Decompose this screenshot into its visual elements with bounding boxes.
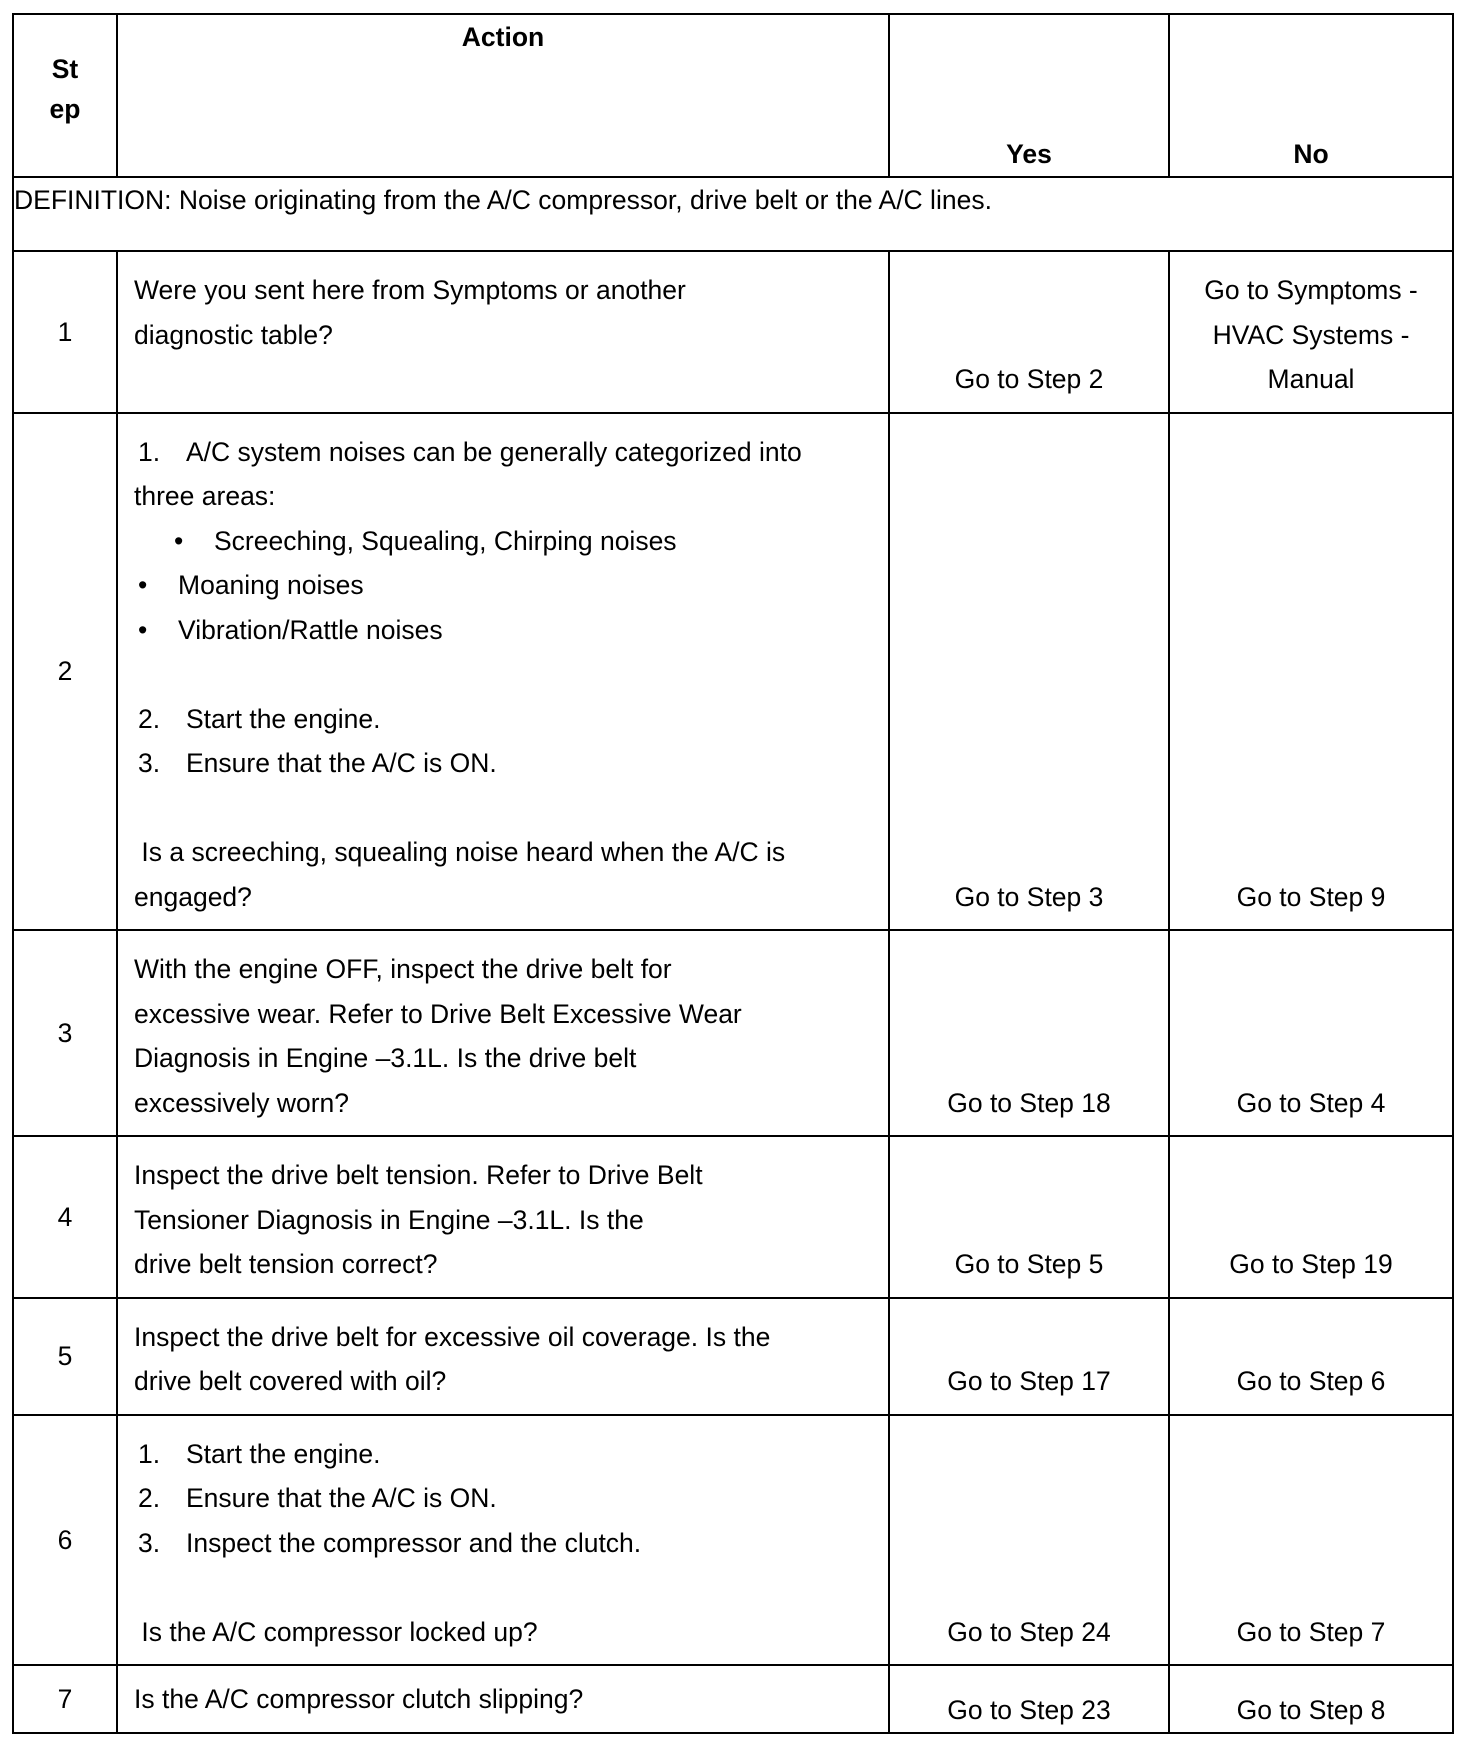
action-line: With the engine OFF, inspect the drive belt for <box>134 954 672 984</box>
step-number: 5 <box>13 1298 117 1415</box>
header-action: Action <box>117 14 889 177</box>
step-number: 7 <box>13 1665 117 1733</box>
step-number: 2 <box>13 413 117 931</box>
action-cell <box>117 251 889 413</box>
definition-row <box>13 177 1453 251</box>
table-row <box>13 1415 1453 1666</box>
action-cell <box>117 413 889 931</box>
action-line: drive belt covered with oil? <box>134 1366 447 1396</box>
yes-cell: Go to Step 17 <box>889 1298 1169 1415</box>
numbered-item: 2. Ensure that the A/C is ON. <box>138 1483 497 1513</box>
action-line: excessive wear. Refer to Drive Belt Excessive Wear <box>134 998 742 1029</box>
header-no: No <box>1169 14 1453 177</box>
action-line: Tensioner Diagnosis in Engine –3.1L. Is the <box>134 1204 644 1235</box>
no-cell: Go to Step 19 <box>1169 1136 1453 1298</box>
table-row <box>13 1298 1453 1415</box>
numbered-item: 1. A/C system noises can be generally categorized into <box>138 436 802 467</box>
no-cell: Go to Step 4 <box>1169 930 1453 1136</box>
no-line: Manual <box>1267 364 1355 394</box>
bullet-item: • Screeching, Squealing, Chirping noises <box>174 525 677 556</box>
action-line: Were you sent here from Symptoms or another <box>134 275 686 305</box>
numbered-item: 1. Start the engine. <box>138 1438 381 1469</box>
yes-cell: Go to Step 24 <box>889 1415 1169 1666</box>
table-row <box>13 413 1453 931</box>
table-row <box>13 251 1453 413</box>
no-cell: Go to Step 6 <box>1169 1298 1453 1415</box>
definition-text: DEFINITION: Noise originating from the A/C compressor, drive belt or the A/C lines. <box>13 177 1453 251</box>
action-line: Is the A/C compressor clutch slipping? <box>134 1683 584 1714</box>
yes-cell: Go to Step 5 <box>889 1136 1169 1298</box>
numbered-item: 3. Inspect the compressor and the clutch. <box>138 1527 642 1558</box>
header-yes: Yes <box>889 14 1169 177</box>
spacer <box>134 652 878 697</box>
step-number: 1 <box>13 251 117 413</box>
no-line: HVAC Systems - <box>1212 319 1410 350</box>
action-cell <box>117 930 889 1136</box>
action-cell <box>117 1136 889 1298</box>
header-step: St ep <box>13 14 117 177</box>
step-number: 6 <box>13 1415 117 1666</box>
yes-cell: Go to Step 18 <box>889 930 1169 1136</box>
action-line: Inspect the drive belt tension. Refer to Drive Belt <box>134 1160 703 1190</box>
action-cell <box>117 1415 889 1666</box>
numbered-item: 3. Ensure that the A/C is ON. <box>138 748 497 778</box>
yes-cell: Go to Step 2 <box>889 251 1169 413</box>
action-line: drive belt tension correct? <box>134 1249 438 1279</box>
action-line: excessively worn? <box>134 1087 350 1118</box>
action-line: Inspect the drive belt for excessive oil coverage. Is the <box>134 1321 771 1352</box>
action-line: diagnostic table? <box>134 319 333 350</box>
table-row <box>13 930 1453 1136</box>
table-row <box>13 1665 1453 1733</box>
no-cell: Go to Step 9 <box>1169 413 1453 931</box>
header-row <box>13 14 1453 177</box>
spacer <box>134 786 878 831</box>
action-line: Is the A/C compressor locked up? <box>134 1616 538 1647</box>
step-number: 3 <box>13 930 117 1136</box>
no-cell: Go to Step 8 <box>1169 1665 1453 1733</box>
no-cell <box>1169 251 1453 413</box>
action-line: Diagnosis in Engine –3.1L. Is the drive belt <box>134 1043 637 1073</box>
bullet-item: • Moaning noises <box>138 570 364 600</box>
action-line: Is a screeching, squealing noise heard when the A/C is <box>134 837 786 867</box>
action-cell <box>117 1298 889 1415</box>
yes-cell: Go to Step 3 <box>889 413 1169 931</box>
no-cell: Go to Step 7 <box>1169 1415 1453 1666</box>
action-line: three areas: <box>134 481 276 511</box>
action-cell <box>117 1665 889 1733</box>
action-line: engaged? <box>134 881 252 912</box>
diagnostic-table <box>12 13 1454 1734</box>
step-number: 4 <box>13 1136 117 1298</box>
spacer <box>134 1565 878 1610</box>
table-row <box>13 1136 1453 1298</box>
numbered-item: 2. Start the engine. <box>138 703 381 734</box>
yes-cell: Go to Step 23 <box>889 1665 1169 1733</box>
bullet-item: • Vibration/Rattle noises <box>138 614 443 645</box>
no-line: Go to Symptoms - <box>1204 275 1418 305</box>
